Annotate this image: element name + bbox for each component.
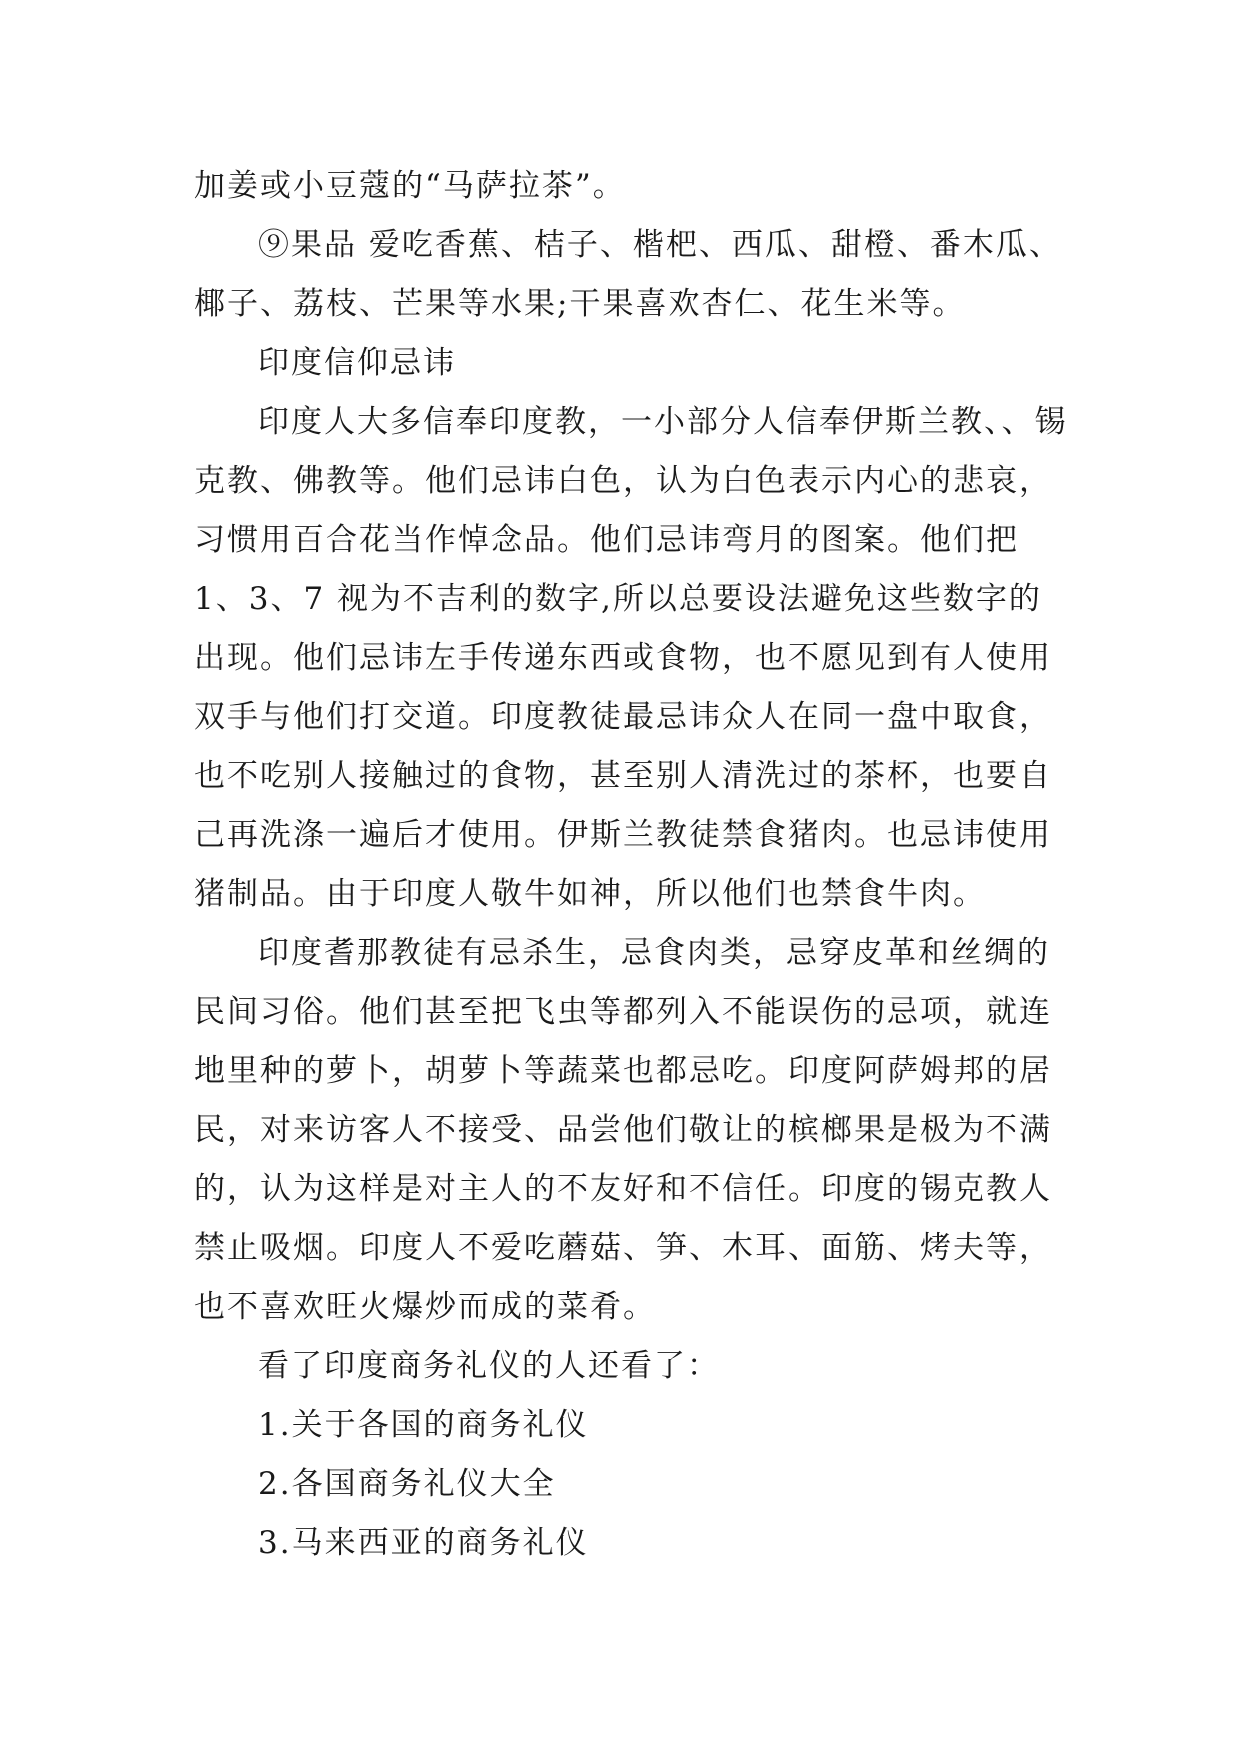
paragraph-jain-customs: 印度耆那教徒有忌杀生，忌食肉类，忌穿皮革和丝绸的民间习俗。他们甚至把飞虫等都列入不能误伤的忌项，就连地里种的萝卜，胡萝卜等蔬菜也都忌吃。印度阿萨姆邦的居民，对来访客人不接受、品尝他们敬让的槟榔果是极为不满的，认为这样是对主人的不友好和不信任。印度的锡克教人禁止吸烟。印度人不爱吃蘑菇、笋、木耳、面筋、烤夫等，也不喜欢旺火爆炒而成的菜肴。 (194, 935, 1052, 1325)
section-heading-religion-taboos: 印度信仰忌讳 (258, 345, 456, 381)
paragraph-religion-taboos: 印度人大多信奉印度教，一小部分人信奉伊斯兰教、、锡克教、佛教等。他们忌讳白色，认为白色表示内心的悲哀，习惯用百合花当作悼念品。他们忌讳弯月的图案。他们把 1、3、7 视为不吉利的数字,所以总要设法避免这些数字的出现。他们忌讳左手传递东西或食物，也不愿见到有人使用双手与他们打交道。印度教徒最忌讳众人在同一盘中取食，也不吃别人接触过的食物，甚至别人清洗过的茶杯，也要自己再洗涤一遍后才使用。伊斯兰教徒禁食猪肉。也忌讳使用猪制品。由于印度人敬牛如神，所以他们也禁食牛肉。 (194, 404, 1068, 912)
related-link-1[interactable]: 1.关于各国的商务礼仪 (258, 1407, 589, 1443)
paragraph-fruits: ⑨果品 爱吃香蕉、桔子、楷杷、西瓜、甜橙、番木瓜、椰子、荔枝、芒果等水果;干果喜欢杏仁、花生米等。 (194, 227, 1062, 322)
related-link-3[interactable]: 3.马来西亚的商务礼仪 (258, 1525, 589, 1561)
related-link-2[interactable]: 2.各国商务礼仪大全 (258, 1466, 556, 1502)
paragraph-tea-continuation: 加姜或小豆蔻的“马萨拉茶”。 (194, 168, 626, 204)
related-heading: 看了印度商务礼仪的人还看了： (258, 1348, 720, 1384)
document-body (194, 157, 1074, 1573)
